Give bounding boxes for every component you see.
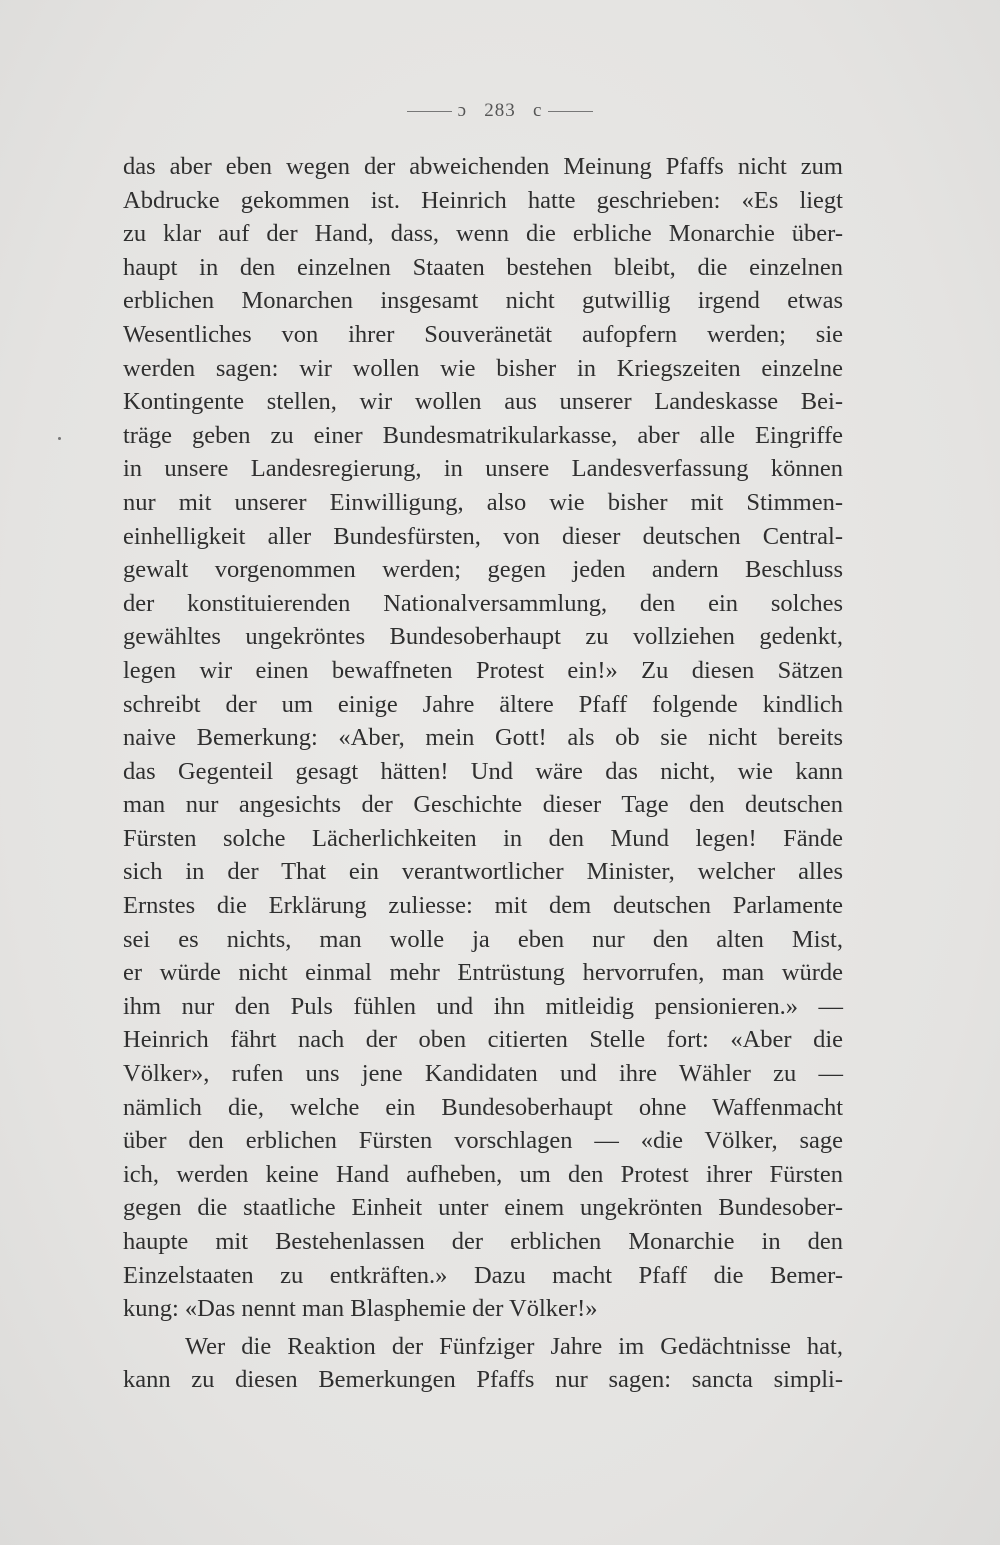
- text-line: Fürsten solche Lächerlichkeiten in den Mund legen! Fände: [123, 824, 843, 852]
- right-ornament: c: [533, 100, 543, 121]
- left-rule: [407, 111, 452, 112]
- text-line: gewalt vorgenommen werden; gegen jeden andern Beschluss: [123, 556, 843, 584]
- text-line: das aber eben wegen der abweichenden Meinung Pfaffs nicht zum: [123, 153, 843, 180]
- text-line: werden sagen: wir wollen wie bisher in Kriegszeiten einzelne: [123, 354, 843, 382]
- text-line: naive Bemerkung: «Aber, mein Gott! als ob sie nicht bereits: [123, 724, 843, 752]
- text-line: Abdrucke gekommen ist. Heinrich hatte geschrieben: «Es liegt: [123, 186, 843, 214]
- text-line: er würde nicht einmal mehr Entrüstung hervorrufen, man würde: [123, 959, 843, 987]
- text-line: erblichen Monarchen insgesamt nicht gutwillig irgend etwas: [123, 287, 843, 315]
- text-line: gegen die staatliche Einheit unter einem ungekrönten Bundesober-: [123, 1194, 843, 1222]
- stray-ink-mark: [58, 437, 61, 440]
- text-line: einhelligkeit aller Bundesfürsten, von dieser deutschen Central-: [123, 522, 843, 550]
- text-line: der konstituierenden Nationalversammlung, den ein solches: [123, 589, 843, 617]
- text-line: ihm nur den Puls fühlen und ihn mitleidig pensionieren.» —: [123, 992, 843, 1020]
- paragraph-first-line: Wer die Reaktion der Fünfziger Jahre im Gedächtnisse hat,: [185, 1332, 843, 1360]
- text-line: Wesentliches von ihrer Souveränetät aufopfern werden; sie: [123, 320, 843, 348]
- text-line: Ernstes die Erklärung zuliesse: mit dem deutschen Parlamente: [123, 892, 843, 920]
- text-line: Völker», rufen uns jene Kandidaten und ihre Wähler zu —: [123, 1060, 843, 1088]
- left-ornament: ɔ: [457, 100, 467, 121]
- text-line: legen wir einen bewaffneten Protest ein!» Zu diesen Sätzen: [123, 656, 843, 684]
- running-head: [0, 100, 1000, 122]
- text-line: schreibt der um einige Jahre ältere Pfaff folgende kindlich: [123, 690, 843, 718]
- text-line: gewähltes ungekröntes Bundesoberhaupt zu vollziehen gedenkt,: [123, 623, 843, 651]
- text-line: nur mit unserer Einwilligung, also wie bisher mit Stimmen-: [123, 488, 843, 516]
- page-number: 283: [484, 100, 516, 121]
- text-line: sei es nichts, man wolle ja eben nur den alten Mist,: [123, 925, 843, 953]
- text-line: das Gegenteil gesagt hätten! Und wäre das nicht, wie kann: [123, 757, 843, 785]
- text-line: zu klar auf der Hand, dass, wenn die erbliche Monarchie über-: [123, 220, 843, 248]
- text-line: Einzelstaaten zu entkräften.» Dazu macht Pfaff die Bemer-: [123, 1261, 843, 1289]
- text-line: kann zu diesen Bemerkungen Pfaffs nur sagen: sancta simpli-: [123, 1366, 843, 1394]
- text-line: Heinrich fährt nach der oben citierten Stelle fort: «Aber die: [123, 1026, 843, 1054]
- text-line: träge geben zu einer Bundesmatrikularkasse, aber alle Eingriffe: [123, 421, 843, 449]
- text-line: nämlich die, welche ein Bundesoberhaupt ohne Waffenmacht: [123, 1093, 843, 1121]
- text-line: ich, werden keine Hand aufheben, um den Protest ihrer Fürsten: [123, 1160, 843, 1188]
- paragraph-last-line: kung: «Das nennt man Blasphemie der Völker!»: [123, 1295, 598, 1323]
- text-line: sich in der That ein verantwortlicher Minister, welcher alles: [123, 858, 843, 886]
- text-line: man nur angesichts der Geschichte dieser Tage den deutschen: [123, 791, 843, 819]
- text-line: in unsere Landesregierung, in unsere Landesverfassung können: [123, 455, 843, 483]
- text-line: haupte mit Bestehenlassen der erblichen Monarchie in den: [123, 1228, 843, 1255]
- body-text: [123, 150, 843, 1397]
- text-line: über den erblichen Fürsten vorschlagen — «die Völker, sage: [123, 1127, 843, 1155]
- text-line: Kontingente stellen, wir wollen aus unserer Landeskasse Bei-: [123, 388, 843, 416]
- right-rule: [548, 111, 593, 112]
- text-line: haupt in den einzelnen Staaten bestehen bleibt, die einzelnen: [123, 253, 843, 281]
